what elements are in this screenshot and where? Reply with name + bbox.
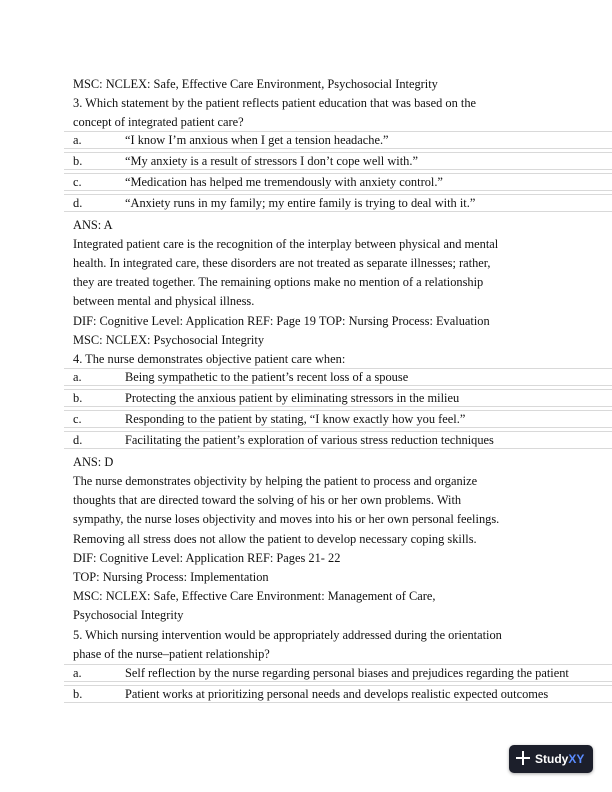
q3-rationale-line-3: they are treated together. The remaining options make no mention of a relationship [73,275,484,289]
q3-answer: ANS: A [73,218,113,232]
q5-stem-line-1: 5. Which nursing intervention would be appropriately addressed during the orientation [73,628,502,642]
q3-stem-line-1: 3. Which statement by the patient reflects patient education that was based on the [73,96,477,110]
q4-option-b [64,389,612,407]
q3-option-a [64,131,612,149]
option-letter: c. [73,175,82,189]
option-text: “I know I’m anxious when I get a tension headache.” [125,133,389,147]
option-text: “My anxiety is a result of stressors I don’t cope well with.” [125,154,418,168]
q3-option-d [64,194,612,212]
option-text: Being sympathetic to the patient’s recent loss of a spouse [125,370,409,384]
q5-option-a [64,664,612,682]
brand-xy: XY [568,752,585,766]
q3-stem-line-2: concept of integrated patient care? [73,115,244,129]
option-letter: a. [73,133,82,147]
q4-msc-line-2: Psychosocial Integrity [73,608,184,622]
q4-answer: ANS: D [73,455,114,469]
q4-option-d [64,431,612,449]
q3-option-b [64,152,612,170]
q4-option-c [64,410,612,428]
q5-option-b [64,685,612,703]
option-text: Protecting the anxious patient by eliminating stressors in the milieu [125,391,460,405]
studyxy-badge[interactable] [509,745,593,773]
option-letter: d. [73,433,83,447]
option-text: Patient works at prioritizing personal needs and develops realistic expected outcomes [125,687,549,701]
option-text: “Anxiety runs in my family; my entire family is trying to deal with it.” [125,196,476,210]
q3-option-c [64,173,612,191]
q4-rationale-line-4: Removing all stress does not allow the patient to develop necessary coping skills. [73,532,477,546]
q4-stem-line-1: 4. The nurse demonstrates objective patient care when: [73,352,346,366]
q3-rationale-line-4: between mental and physical illness. [73,294,255,308]
brand-logo-text [535,752,584,766]
q4-top-line: TOP: Nursing Process: Implementation [73,570,269,584]
header-msc-line: MSC: NCLEX: Safe, Effective Care Environment, Psychosocial Integrity [73,77,438,91]
option-letter: c. [73,412,82,426]
option-letter: a. [73,666,82,680]
option-letter: d. [73,196,83,210]
q4-dif-line: DIF: Cognitive Level: Application REF: Pages 21- 22 [73,551,341,565]
plus-icon [516,751,530,765]
brand-study: Study [535,752,569,766]
option-letter: b. [73,154,83,168]
option-text: Facilitating the patient’s exploration of various stress reduction techniques [125,433,494,447]
option-letter: b. [73,391,83,405]
q4-rationale-line-3: sympathy, the nurse loses objectivity and moves into his or her own personal feelings. [73,512,500,526]
q4-msc-line-1: MSC: NCLEX: Safe, Effective Care Environment: Management of Care, [73,589,436,603]
q5-stem-line-2: phase of the nurse–patient relationship? [73,647,270,661]
option-text: “Medication has helped me tremendously with anxiety control.” [125,175,443,189]
q3-rationale-line-1: Integrated patient care is the recognition of the interplay between physical and mental [73,237,499,251]
option-letter: b. [73,687,83,701]
q3-dif-line: DIF: Cognitive Level: Application REF: Page 19 TOP: Nursing Process: Evaluation [73,314,490,328]
q4-rationale-line-1: The nurse demonstrates objectivity by helping the patient to process and organize [73,474,478,488]
q4-option-a [64,368,612,386]
q3-msc-line: MSC: NCLEX: Psychosocial Integrity [73,333,265,347]
option-letter: a. [73,370,82,384]
option-text: Responding to the patient by stating, “I know exactly how you feel.” [125,412,466,426]
q3-rationale-line-2: health. In integrated care, these disorders are not treated as separate illnesses; rather, [73,256,491,270]
option-text: Self reflection by the nurse regarding personal biases and prejudices regarding the patient [125,666,569,680]
q4-rationale-line-2: thoughts that are directed toward the solving of his or her own problems. With [73,493,462,507]
